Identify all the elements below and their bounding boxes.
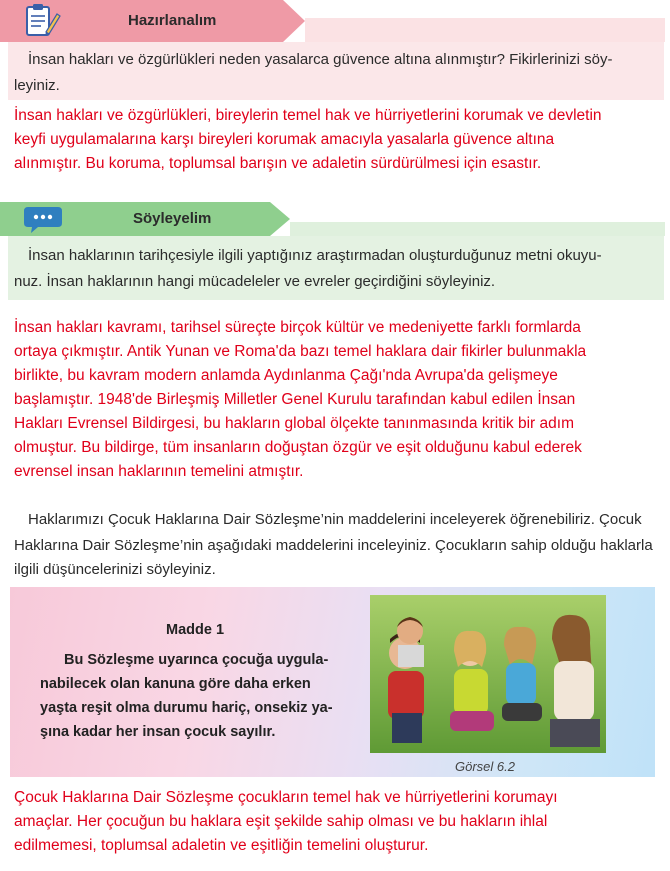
madde-title: Madde 1 <box>166 622 225 638</box>
soyleyelim-answer-line4: başlamıştır. 1948'de Birleşmiş Milletler Genel Kurulu tarafından kabul edilen İnsan <box>14 391 576 408</box>
soyleyelim-question-line1: İnsan haklarının tarihçesiyle ilgili yaptığınız araştırmadan oluşturduğunuz metni okuyu- <box>28 247 602 264</box>
soyleyelim-question-line2: nuz. İnsan haklarının hangi mücadeleler ve evreler geçirdiğini söyleyiniz. <box>14 273 496 290</box>
soyleyelim-header-band <box>290 222 665 236</box>
photo-caption: Görsel 6.2 <box>455 759 515 774</box>
soyleyelim-answer-line5: Hakları Evrensel Bildirgesi, bu hakların global ölçekte tanınmasında kritik bir adım <box>14 415 574 432</box>
final-answer-line1: Çocuk Haklarına Dair Sözleşme çocukların temel hak ve hürriyetlerini korumayı <box>14 789 558 806</box>
soyleyelim-answer-line2: ortaya çıkmıştır. Antik Yunan ve Roma'da bazı temel haklara dair fikirler bulunmakla <box>14 343 587 360</box>
hazirlanalim-question-line2: leyiniz. <box>14 77 60 94</box>
soyleyelim-answer-line3: birlikte, bu kavram modern anlamda Aydınlanma Çağı'nda Avrupa'da gelişmeye <box>14 367 558 384</box>
final-answer-line3: edilmemesi, toplumsal adaletin ve eşitliğin temelini oluşturur. <box>14 837 429 854</box>
clipboard-pencil-icon <box>22 2 62 40</box>
madde-line3: yaşta reşit olma durumu hariç, onsekiz ya- <box>40 700 333 716</box>
hazirlanalim-header-arrow <box>283 0 305 42</box>
hazirlanalim-answer-line2: keyfi uygulamalarına karşı bireyleri korumak amacıyla yasalarla güvence altına <box>14 131 555 148</box>
hazirlanalim-question-line1: İnsan hakları ve özgürlükleri neden yasalarca güvence altına alınmıştır? Fikirlerinizi söy- <box>28 51 613 68</box>
soyleyelim-header-arrow <box>270 202 290 236</box>
soyleyelim-answer-line7: evrensel insan haklarının temelini atmıştır. <box>14 463 304 480</box>
intro-line2: Haklarına Dair Sözleşme’nin aşağıdaki maddelerini inceleyiniz. Çocukların sahip olduğu haklarla <box>14 537 653 554</box>
madde-line2: nabilecek olan kanuna göre daha erken <box>40 676 311 692</box>
intro-line1: Haklarımızı Çocuk Haklarına Dair Sözleşme’nin maddelerini inceleyerek öğrenebiliriz. Çocuk <box>28 511 642 528</box>
final-answer-line2: amaçlar. Her çocuğun bu haklara eşit şekilde sahip olması ve bu hakların ihlal <box>14 813 548 830</box>
speech-bubble-icon <box>22 203 66 235</box>
children-photo <box>370 595 606 753</box>
madde-line4: şına kadar her insan çocuk sayılır. <box>40 724 276 740</box>
soyleyelim-answer-line6: olmuştur. Bu bildirge, tüm insanların doğuştan özgür ve eşit olduğunu kabul ederek <box>14 439 582 456</box>
hazirlanalim-answer-line3: alınmıştır. Bu koruma, toplumsal barışın ve adaletin sürdürülmesi için esastır. <box>14 155 542 172</box>
hazirlanalim-header-band <box>305 18 665 42</box>
madde-text <box>40 648 340 744</box>
soyleyelim-answer-line1: İnsan hakları kavramı, tarihsel süreçte birçok kültür ve medeniyette farklı formlarda <box>14 319 581 336</box>
hazirlanalim-answer-line1: İnsan hakları ve özgürlükleri, bireylerin temel hak ve hürriyetlerini korumak ve devletin <box>14 107 602 124</box>
intro-line3: ilgili düşüncelerinizi söyleyiniz. <box>14 561 216 578</box>
soyleyelim-title: Söyleyelim <box>133 210 212 227</box>
hazirlanalim-title: Hazırlanalım <box>128 12 217 29</box>
madde-line1: Bu Sözleşme uyarınca çocuğa uygula- <box>64 652 329 668</box>
